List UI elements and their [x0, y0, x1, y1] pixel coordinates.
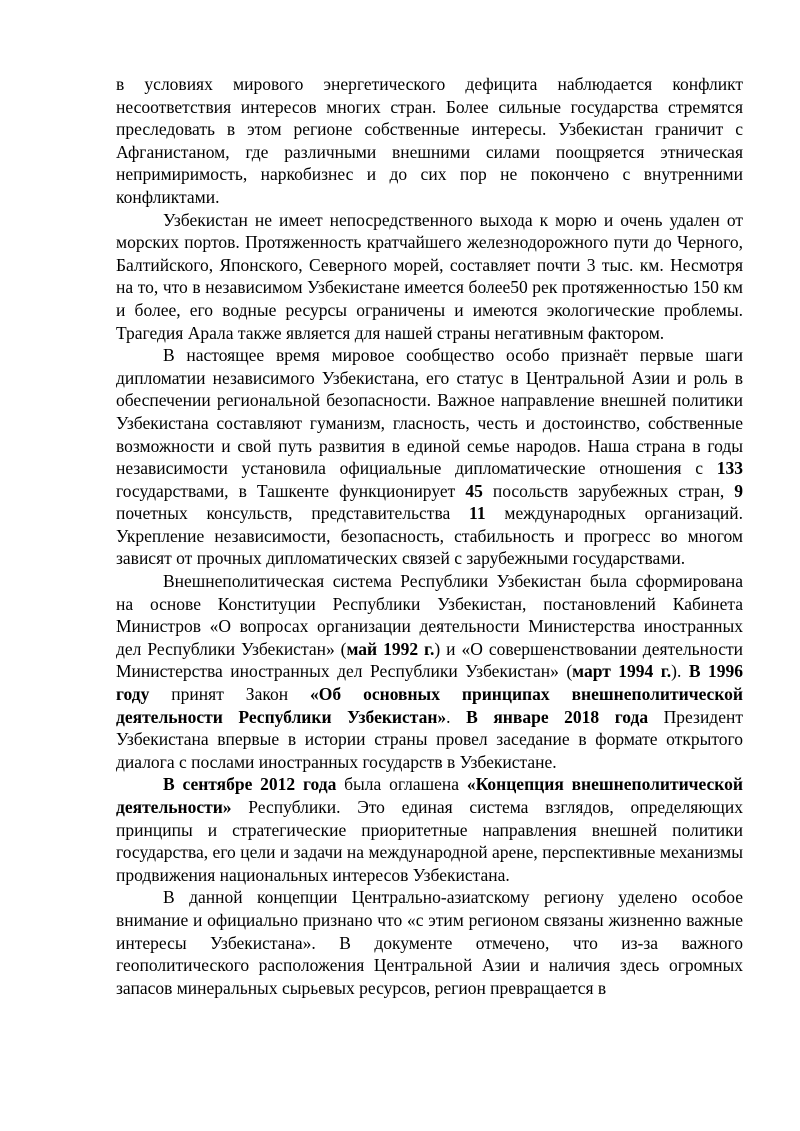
text-run: принят Закон	[149, 684, 311, 705]
text-run: посольств зарубежных стран,	[482, 480, 735, 501]
text-run: ) и «О совершенствовании деятельности Министерства иностранных дел Республики Узбекистан» (	[116, 638, 743, 682]
bold-text-run: 11	[469, 503, 486, 524]
text-run: В настоящее время мировое сообщество особо признаёт первые шаги дипломатии независимого Узбекистана, его статус в Центральной Азии и роль в обеспечении региональной безопасности. Важное направление внешней политики Узбекистана составляют гуманизм, гласность, честь и достоинство, собственные возможности и свой путь развития в единой семье народов. Наша страна в годы независимости установила официальные дипломатические отношения с	[116, 345, 743, 479]
bold-text-run: В 1996 году	[116, 661, 744, 705]
paragraph	[116, 773, 743, 886]
bold-text-run: «Концепция внешнеполитической деятельности»	[116, 774, 743, 817]
bold-text-run: 45	[465, 480, 483, 501]
text-run: ).	[671, 661, 689, 682]
paragraph	[116, 570, 743, 773]
text-run: Внешнеполитическая система Республики Узбекистан была сформирована на основе Конституции Республики Узбекистан, постановлений Кабинета Министров «О вопросах организации деятельности Министерства иностранных дел Республики Узбекистан» (	[116, 571, 743, 659]
paragraph	[116, 209, 743, 345]
bold-text-run: В январе 2018 года	[466, 706, 649, 727]
document-body	[116, 73, 743, 999]
bold-text-run: В сентябре 2012 года	[163, 774, 337, 795]
text-run: международных организаций. Укрепление независимости, безопасность, стабильность и прогресс во многом зависят от прочных дипломатических связей с зарубежными государствами.	[116, 503, 743, 569]
bold-text-run: май 1992 г.	[346, 638, 435, 659]
bold-text-run: «Об основных принципах внешнеполитической деятельности Республики Узбекистан»	[116, 684, 743, 727]
text-run: почетных консульств, представительства	[116, 503, 470, 524]
paragraph	[116, 73, 743, 209]
paragraph	[116, 344, 743, 570]
bold-text-run: 9	[734, 480, 743, 501]
paragraph	[116, 886, 743, 999]
text-run: в условиях мирового энергетического дефицита наблюдается конфликт несоответствия интересов многих стран. Более сильные государства стремятся преследовать в этом регионе собственные интересы. Узбекистан граничит с Афганистаном, где различными внешними силами поощряется этническая непримиримость, наркобизнес и до сих пор не покончено с внутренними конфликтами.	[116, 74, 743, 207]
text-run: Республики. Это единая система взглядов, определяющих принципы и стратегические приоритетные направления внешней политики государства, его цели и задачи на международной арене, перспективные механизмы продвижения национальных интересов Узбекистана.	[116, 797, 743, 885]
text-run: Узбекистан не имеет непосредственного выхода к морю и очень удален от морских портов. Протяженность кратчайшего железнодорожного пути до Черного, Балтийского, Японского, Северного морей, составляет почти 3 тыс. км. Несмотря на то, что в независимом Узбекистане имеется более50 рек протяженностью 150 км и более, его водные ресурсы ограничены и имеются экологические проблемы. Трагедия Арала также является для нашей страны негативным фактором.	[116, 209, 743, 343]
text-run: государствами, в Ташкенте функционирует	[116, 480, 466, 501]
text-run: В данной концепции Центрально-азиатскому региону уделено особое внимание и официально признано что «с этим регионом связаны жизненно важные интересы Узбекистана». В документе отмечено, что из-за важного геополитического расположения Центральной Азии и наличия здесь огромных запасов минеральных сырьевых ресурсов, регион превращается в	[116, 887, 743, 998]
text-run: Президент Узбекистана впервые в истории страны провел заседание в формате открытого диалога с послами иностранных государств в Узбекистане.	[116, 706, 743, 772]
bold-text-run: март 1994 г.	[572, 661, 672, 682]
bold-text-run: 133	[716, 458, 743, 479]
text-run: была оглашена	[336, 774, 467, 795]
text-run: .	[446, 706, 467, 727]
